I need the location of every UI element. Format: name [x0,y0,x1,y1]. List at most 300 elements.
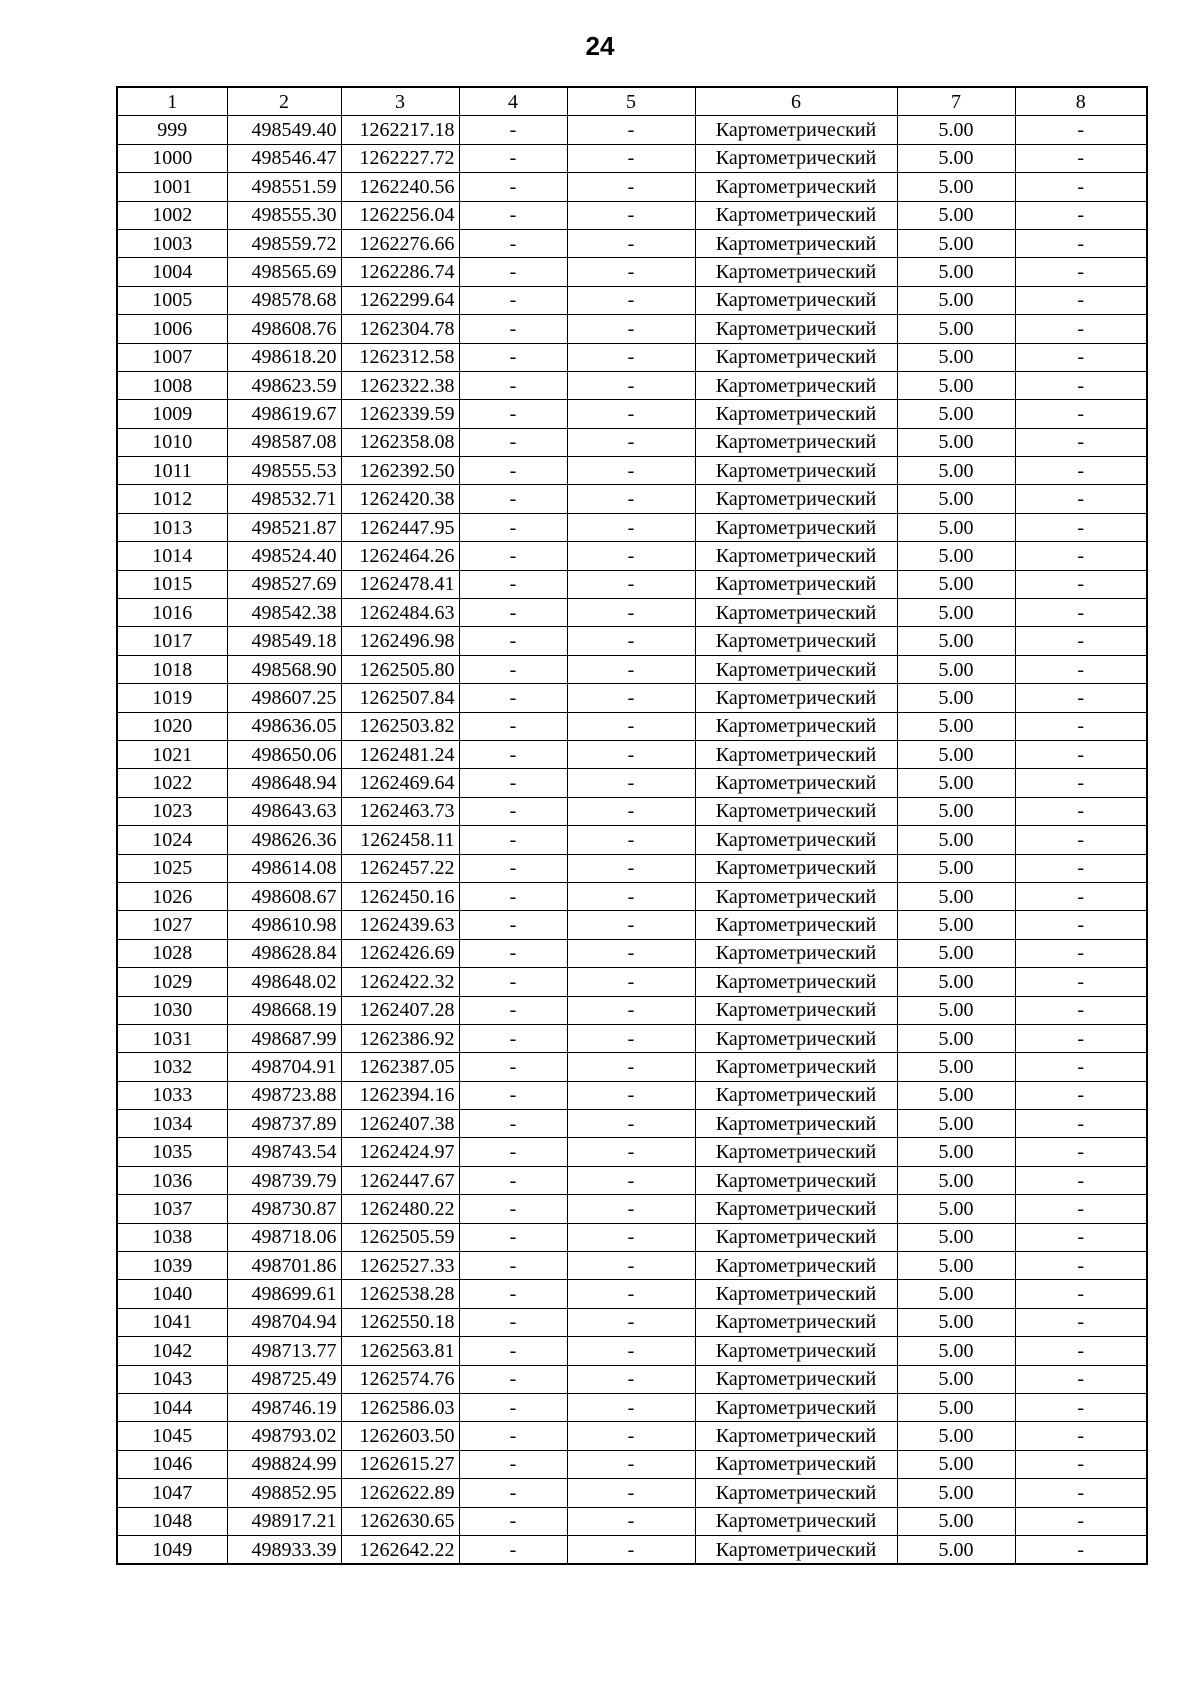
accuracy-cell: 5.00 [897,740,1015,768]
y-coordinate-cell: 1262439.63 [341,911,459,939]
point-number-cell: 1032 [117,1053,227,1081]
col8-cell: - [1015,1280,1147,1308]
point-number-cell: 1041 [117,1308,227,1336]
table-row [117,513,1147,541]
table-row [117,201,1147,229]
col5-cell: - [567,201,695,229]
y-coordinate-cell: 1262358.08 [341,428,459,456]
table-row [117,400,1147,428]
table-row [117,627,1147,655]
col5-cell: - [567,1337,695,1365]
point-number-cell: 1022 [117,769,227,797]
method-cell: Картометрический [695,911,897,939]
accuracy-cell: 5.00 [897,797,1015,825]
col8-cell: - [1015,1365,1147,1393]
method-cell: Картометрический [695,1110,897,1138]
x-coordinate-cell: 498743.54 [227,1138,341,1166]
x-coordinate-cell: 498527.69 [227,570,341,598]
col8-cell: - [1015,712,1147,740]
table-row [117,1422,1147,1450]
table-row [117,1535,1147,1564]
point-number-cell: 1003 [117,229,227,257]
table-row [117,343,1147,371]
col5-cell: - [567,173,695,201]
y-coordinate-cell: 1262299.64 [341,286,459,314]
method-cell: Картометрический [695,1308,897,1336]
x-coordinate-cell: 498549.18 [227,627,341,655]
y-coordinate-cell: 1262480.22 [341,1195,459,1223]
y-coordinate-cell: 1262407.38 [341,1110,459,1138]
col8-cell: - [1015,1535,1147,1564]
table-row [117,1365,1147,1393]
x-coordinate-cell: 498648.02 [227,968,341,996]
table-row [117,229,1147,257]
col4-cell: - [459,797,567,825]
col8-cell: - [1015,684,1147,712]
accuracy-cell: 5.00 [897,882,1015,910]
accuracy-cell: 5.00 [897,1252,1015,1280]
table-row [117,797,1147,825]
point-number-cell: 1000 [117,144,227,172]
accuracy-cell: 5.00 [897,173,1015,201]
col5-cell: - [567,1365,695,1393]
col5-cell: - [567,1422,695,1450]
col8-cell: - [1015,939,1147,967]
column-header: 8 [1015,87,1147,116]
y-coordinate-cell: 1262392.50 [341,457,459,485]
accuracy-cell: 5.00 [897,570,1015,598]
method-cell: Картометрический [695,1365,897,1393]
col5-cell: - [567,229,695,257]
method-cell: Картометрический [695,712,897,740]
table-row [117,457,1147,485]
col8-cell: - [1015,428,1147,456]
y-coordinate-cell: 1262484.63 [341,599,459,627]
accuracy-cell: 5.00 [897,1308,1015,1336]
point-number-cell: 1037 [117,1195,227,1223]
y-coordinate-cell: 1262527.33 [341,1252,459,1280]
method-cell: Картометрический [695,542,897,570]
method-cell: Картометрический [695,1393,897,1421]
method-cell: Картометрический [695,939,897,967]
method-cell: Картометрический [695,1337,897,1365]
method-cell: Картометрический [695,996,897,1024]
accuracy-cell: 5.00 [897,343,1015,371]
point-number-cell: 1010 [117,428,227,456]
y-coordinate-cell: 1262286.74 [341,258,459,286]
column-header: 4 [459,87,567,116]
col4-cell: - [459,1280,567,1308]
col4-cell: - [459,1535,567,1564]
point-number-cell: 1005 [117,286,227,314]
col5-cell: - [567,882,695,910]
y-coordinate-cell: 1262603.50 [341,1422,459,1450]
col8-cell: - [1015,1223,1147,1251]
x-coordinate-cell: 498587.08 [227,428,341,456]
x-coordinate-cell: 498608.67 [227,882,341,910]
col5-cell: - [567,144,695,172]
x-coordinate-cell: 498793.02 [227,1422,341,1450]
col8-cell: - [1015,116,1147,144]
accuracy-cell: 5.00 [897,1450,1015,1478]
table-row [117,428,1147,456]
x-coordinate-cell: 498648.94 [227,769,341,797]
point-number-cell: 1012 [117,485,227,513]
y-coordinate-cell: 1262505.80 [341,655,459,683]
col4-cell: - [459,229,567,257]
table-row [117,258,1147,286]
method-cell: Картометрический [695,1507,897,1535]
col5-cell: - [567,1053,695,1081]
accuracy-cell: 5.00 [897,1166,1015,1194]
accuracy-cell: 5.00 [897,1337,1015,1365]
col4-cell: - [459,1252,567,1280]
accuracy-cell: 5.00 [897,1422,1015,1450]
accuracy-cell: 5.00 [897,315,1015,343]
col4-cell: - [459,258,567,286]
method-cell: Картометрический [695,371,897,399]
point-number-cell: 1024 [117,826,227,854]
y-coordinate-cell: 1262256.04 [341,201,459,229]
col5-cell: - [567,1081,695,1109]
y-coordinate-cell: 1262240.56 [341,173,459,201]
point-number-cell: 1001 [117,173,227,201]
point-number-cell: 1044 [117,1393,227,1421]
col4-cell: - [459,1138,567,1166]
accuracy-cell: 5.00 [897,1138,1015,1166]
point-number-cell: 1035 [117,1138,227,1166]
col8-cell: - [1015,1024,1147,1052]
point-number-cell: 1025 [117,854,227,882]
col5-cell: - [567,996,695,1024]
col8-cell: - [1015,229,1147,257]
y-coordinate-cell: 1262458.11 [341,826,459,854]
col4-cell: - [459,343,567,371]
col4-cell: - [459,116,567,144]
col5-cell: - [567,740,695,768]
point-number-cell: 1045 [117,1422,227,1450]
column-header: 3 [341,87,459,116]
y-coordinate-cell: 1262457.22 [341,854,459,882]
table-row [117,570,1147,598]
x-coordinate-cell: 498542.38 [227,599,341,627]
point-number-cell: 1007 [117,343,227,371]
x-coordinate-cell: 498718.06 [227,1223,341,1251]
y-coordinate-cell: 1262586.03 [341,1393,459,1421]
col5-cell: - [567,968,695,996]
col4-cell: - [459,655,567,683]
x-coordinate-cell: 498610.98 [227,911,341,939]
y-coordinate-cell: 1262481.24 [341,740,459,768]
col4-cell: - [459,428,567,456]
x-coordinate-cell: 498933.39 [227,1535,341,1564]
col5-cell: - [567,400,695,428]
col8-cell: - [1015,400,1147,428]
point-number-cell: 1016 [117,599,227,627]
col8-cell: - [1015,201,1147,229]
col5-cell: - [567,655,695,683]
col5-cell: - [567,1507,695,1535]
y-coordinate-cell: 1262478.41 [341,570,459,598]
col5-cell: - [567,1280,695,1308]
col8-cell: - [1015,542,1147,570]
x-coordinate-cell: 498737.89 [227,1110,341,1138]
x-coordinate-cell: 498565.69 [227,258,341,286]
accuracy-cell: 5.00 [897,286,1015,314]
method-cell: Картометрический [695,797,897,825]
x-coordinate-cell: 498643.63 [227,797,341,825]
col5-cell: - [567,1110,695,1138]
col4-cell: - [459,1507,567,1535]
col8-cell: - [1015,570,1147,598]
point-number-cell: 1031 [117,1024,227,1052]
col5-cell: - [567,457,695,485]
table-row [117,1138,1147,1166]
accuracy-cell: 5.00 [897,826,1015,854]
table-row [117,1280,1147,1308]
y-coordinate-cell: 1262464.26 [341,542,459,570]
col4-cell: - [459,315,567,343]
point-number-cell: 1009 [117,400,227,428]
x-coordinate-cell: 498524.40 [227,542,341,570]
accuracy-cell: 5.00 [897,1479,1015,1507]
col4-cell: - [459,1223,567,1251]
col8-cell: - [1015,144,1147,172]
method-cell: Картометрический [695,1053,897,1081]
column-header: 6 [695,87,897,116]
col8-cell: - [1015,173,1147,201]
x-coordinate-cell: 498546.47 [227,144,341,172]
col4-cell: - [459,1450,567,1478]
method-cell: Картометрический [695,116,897,144]
point-number-cell: 1002 [117,201,227,229]
table-row [117,655,1147,683]
col5-cell: - [567,939,695,967]
col5-cell: - [567,599,695,627]
col8-cell: - [1015,485,1147,513]
method-cell: Картометрический [695,1081,897,1109]
y-coordinate-cell: 1262447.95 [341,513,459,541]
col5-cell: - [567,627,695,655]
col5-cell: - [567,769,695,797]
x-coordinate-cell: 498824.99 [227,1450,341,1478]
col5-cell: - [567,854,695,882]
col4-cell: - [459,1053,567,1081]
accuracy-cell: 5.00 [897,144,1015,172]
col4-cell: - [459,371,567,399]
col4-cell: - [459,939,567,967]
col5-cell: - [567,542,695,570]
col8-cell: - [1015,1507,1147,1535]
col4-cell: - [459,400,567,428]
accuracy-cell: 5.00 [897,712,1015,740]
method-cell: Картометрический [695,1479,897,1507]
method-cell: Картометрический [695,570,897,598]
col5-cell: - [567,570,695,598]
accuracy-cell: 5.00 [897,627,1015,655]
point-number-cell: 1027 [117,911,227,939]
accuracy-cell: 5.00 [897,684,1015,712]
y-coordinate-cell: 1262463.73 [341,797,459,825]
col4-cell: - [459,144,567,172]
col5-cell: - [567,797,695,825]
table-row [117,882,1147,910]
col8-cell: - [1015,968,1147,996]
col8-cell: - [1015,286,1147,314]
point-number-cell: 1013 [117,513,227,541]
col8-cell: - [1015,1422,1147,1450]
x-coordinate-cell: 498623.59 [227,371,341,399]
col8-cell: - [1015,1110,1147,1138]
table-row [117,939,1147,967]
point-number-cell: 1030 [117,996,227,1024]
table-row [117,1081,1147,1109]
method-cell: Картометрический [695,882,897,910]
y-coordinate-cell: 1262642.22 [341,1535,459,1564]
col5-cell: - [567,911,695,939]
x-coordinate-cell: 498608.76 [227,315,341,343]
y-coordinate-cell: 1262312.58 [341,343,459,371]
col8-cell: - [1015,996,1147,1024]
y-coordinate-cell: 1262422.32 [341,968,459,996]
method-cell: Картометрический [695,400,897,428]
accuracy-cell: 5.00 [897,371,1015,399]
col4-cell: - [459,911,567,939]
point-number-cell: 1004 [117,258,227,286]
column-header: 5 [567,87,695,116]
method-cell: Картометрический [695,1223,897,1251]
accuracy-cell: 5.00 [897,996,1015,1024]
column-header: 2 [227,87,341,116]
table-row [117,968,1147,996]
method-cell: Картометрический [695,513,897,541]
y-coordinate-cell: 1262450.16 [341,882,459,910]
method-cell: Картометрический [695,655,897,683]
table-row [117,1450,1147,1478]
col8-cell: - [1015,769,1147,797]
table-row [117,1110,1147,1138]
col8-cell: - [1015,826,1147,854]
method-cell: Картометрический [695,769,897,797]
col5-cell: - [567,371,695,399]
table-row [117,1024,1147,1052]
col5-cell: - [567,1308,695,1336]
method-cell: Картометрический [695,1450,897,1478]
method-cell: Картометрический [695,1024,897,1052]
x-coordinate-cell: 498619.67 [227,400,341,428]
method-cell: Картометрический [695,258,897,286]
accuracy-cell: 5.00 [897,1507,1015,1535]
col4-cell: - [459,684,567,712]
point-number-cell: 1039 [117,1252,227,1280]
x-coordinate-cell: 498730.87 [227,1195,341,1223]
col5-cell: - [567,1223,695,1251]
point-number-cell: 1033 [117,1081,227,1109]
table-row [117,1308,1147,1336]
accuracy-cell: 5.00 [897,229,1015,257]
col4-cell: - [459,201,567,229]
col8-cell: - [1015,457,1147,485]
col8-cell: - [1015,258,1147,286]
accuracy-cell: 5.00 [897,1195,1015,1223]
table-row [117,599,1147,627]
col4-cell: - [459,1195,567,1223]
col4-cell: - [459,996,567,1024]
table-row [117,684,1147,712]
col8-cell: - [1015,655,1147,683]
col8-cell: - [1015,1337,1147,1365]
table-row [117,1337,1147,1365]
accuracy-cell: 5.00 [897,428,1015,456]
point-number-cell: 1006 [117,315,227,343]
accuracy-cell: 5.00 [897,769,1015,797]
col8-cell: - [1015,797,1147,825]
col4-cell: - [459,826,567,854]
y-coordinate-cell: 1262217.18 [341,116,459,144]
x-coordinate-cell: 498521.87 [227,513,341,541]
accuracy-cell: 5.00 [897,599,1015,627]
x-coordinate-cell: 498704.91 [227,1053,341,1081]
accuracy-cell: 5.00 [897,1081,1015,1109]
col5-cell: - [567,1252,695,1280]
x-coordinate-cell: 498549.40 [227,116,341,144]
point-number-cell: 1028 [117,939,227,967]
accuracy-cell: 5.00 [897,1535,1015,1564]
y-coordinate-cell: 1262505.59 [341,1223,459,1251]
col8-cell: - [1015,599,1147,627]
col5-cell: - [567,116,695,144]
col8-cell: - [1015,1166,1147,1194]
col4-cell: - [459,1337,567,1365]
col8-cell: - [1015,1081,1147,1109]
y-coordinate-cell: 1262563.81 [341,1337,459,1365]
x-coordinate-cell: 498607.25 [227,684,341,712]
accuracy-cell: 5.00 [897,513,1015,541]
accuracy-cell: 5.00 [897,542,1015,570]
point-number-cell: 1023 [117,797,227,825]
page-number: 24 [585,31,615,61]
col5-cell: - [567,1024,695,1052]
accuracy-cell: 5.00 [897,1365,1015,1393]
col8-cell: - [1015,315,1147,343]
y-coordinate-cell: 1262339.59 [341,400,459,428]
col4-cell: - [459,1393,567,1421]
y-coordinate-cell: 1262304.78 [341,315,459,343]
method-cell: Картометрический [695,1252,897,1280]
x-coordinate-cell: 498699.61 [227,1280,341,1308]
x-coordinate-cell: 498723.88 [227,1081,341,1109]
method-cell: Картометрический [695,315,897,343]
point-number-cell: 1046 [117,1450,227,1478]
point-number-cell: 1021 [117,740,227,768]
col8-cell: - [1015,371,1147,399]
x-coordinate-cell: 498636.05 [227,712,341,740]
y-coordinate-cell: 1262538.28 [341,1280,459,1308]
col4-cell: - [459,513,567,541]
col4-cell: - [459,1365,567,1393]
x-coordinate-cell: 498701.86 [227,1252,341,1280]
col5-cell: - [567,485,695,513]
y-coordinate-cell: 1262615.27 [341,1450,459,1478]
table-row [117,485,1147,513]
col5-cell: - [567,258,695,286]
accuracy-cell: 5.00 [897,939,1015,967]
col8-cell: - [1015,1138,1147,1166]
table-row [117,116,1147,144]
col4-cell: - [459,173,567,201]
col4-cell: - [459,769,567,797]
col4-cell: - [459,1110,567,1138]
